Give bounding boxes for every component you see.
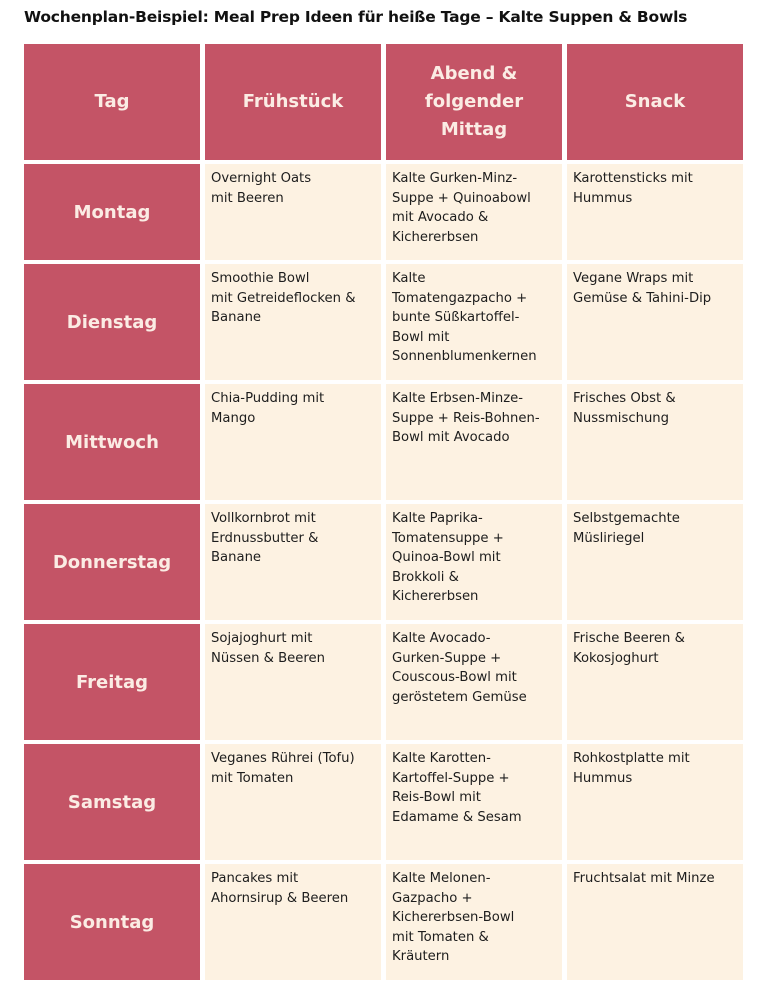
snack-cell: Rohkostplatte mit Hummus (567, 744, 743, 860)
page-title: Wochenplan-Beispiel: Meal Prep Ideen für heiße Tage – Kalte Suppen & Bowls (24, 8, 688, 26)
breakfast-cell: Vollkornbrot mit Erdnussbutter & Banane (205, 504, 381, 620)
breakfast-cell: Smoothie Bowl mit Getreideflocken & Banane (205, 264, 381, 380)
snack-cell: Fruchtsalat mit Minze (567, 864, 743, 980)
day-cell: Mittwoch (24, 384, 200, 500)
day-cell: Dienstag (24, 264, 200, 380)
breakfast-cell: Veganes Rührei (Tofu) mit Tomaten (205, 744, 381, 860)
dinner-cell: Kalte Erbsen-Minze- Suppe + Reis-Bohnen- Bowl mit Avocado (386, 384, 562, 500)
dinner-cell: Kalte Karotten- Kartoffel-Suppe + Reis-Bowl mit Edamame & Sesam (386, 744, 562, 860)
dinner-cell: Kalte Avocado- Gurken-Suppe + Couscous-Bowl mit geröstetem Gemüse (386, 624, 562, 740)
dinner-cell: Kalte Paprika- Tomatensuppe + Quinoa-Bowl mit Brokkoli & Kichererbsen (386, 504, 562, 620)
snack-cell: Vegane Wraps mit Gemüse & Tahini-Dip (567, 264, 743, 380)
dinner-cell: Kalte Melonen- Gazpacho + Kichererbsen-Bowl mit Tomaten & Kräutern (386, 864, 562, 980)
breakfast-cell: Chia-Pudding mit Mango (205, 384, 381, 500)
day-cell: Donnerstag (24, 504, 200, 620)
breakfast-cell: Overnight Oats mit Beeren (205, 164, 381, 260)
day-cell: Samstag (24, 744, 200, 860)
meal-plan-table (24, 44, 744, 976)
day-cell: Montag (24, 164, 200, 260)
header-snack: Snack (567, 44, 743, 160)
day-cell: Sonntag (24, 864, 200, 980)
header-abend-mittag: Abend & folgender Mittag (386, 44, 562, 160)
breakfast-cell: Sojajoghurt mit Nüssen & Beeren (205, 624, 381, 740)
breakfast-cell: Pancakes mit Ahornsirup & Beeren (205, 864, 381, 980)
snack-cell: Selbstgemachte Müsliriegel (567, 504, 743, 620)
snack-cell: Frische Beeren & Kokosjoghurt (567, 624, 743, 740)
snack-cell: Karottensticks mit Hummus (567, 164, 743, 260)
header-fruehstueck: Frühstück (205, 44, 381, 160)
header-tag: Tag (24, 44, 200, 160)
dinner-cell: Kalte Tomatengazpacho + bunte Süßkartoffel- Bowl mit Sonnenblumenkernen (386, 264, 562, 380)
day-cell: Freitag (24, 624, 200, 740)
snack-cell: Frisches Obst & Nussmischung (567, 384, 743, 500)
dinner-cell: Kalte Gurken-Minz- Suppe + Quinoabowl mit Avocado & Kichererbsen (386, 164, 562, 260)
